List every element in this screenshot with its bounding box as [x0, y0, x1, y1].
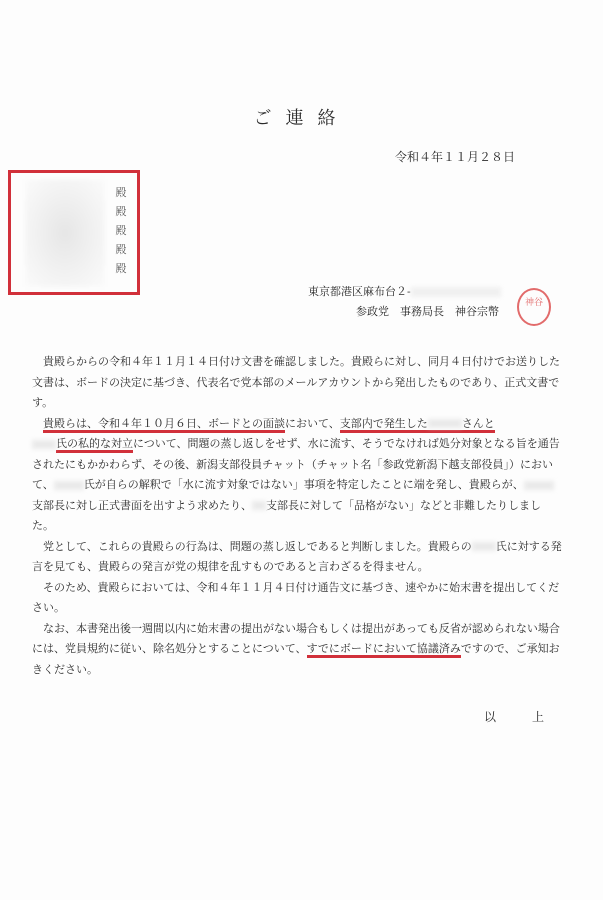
- addressee-honorific: 殿: [115, 224, 127, 237]
- sender-address: 東京都港区麻布台２-: [308, 285, 411, 298]
- redacted-address: [411, 287, 501, 297]
- document-date: 令和４年１１月２８日: [394, 150, 515, 164]
- paragraph-2: 貴殿らは、令和４年１０月６日、ボードとの面談において、支部内で発生した さんと 氏の私的な対立について、問題の蒸し返しをせず、水に流す、そうでなければ処分対象となる旨を通告されたにもかかわらず、その後、新潟支部役員チャット（チャット名「参政党新潟下越支部役員」）において、 氏が自らの解釈で「水に流す対象ではない」事項を特定したことに端を発し、貴殿らが、支部長に対し正式書面を出すよう求めたり、 支部長に対して「品格がない」などと非難したりしました。: [32, 416, 560, 532]
- addressee-honorific: 殿: [115, 205, 127, 218]
- sender-block: [308, 282, 501, 322]
- redacted-name: [472, 542, 496, 551]
- addressee-honorifics: [111, 183, 131, 278]
- paragraph-4: そのため、貴殿らにおいては、令和４年１１月４日付け通告文に基づき、速やかに始末書を提出してください。: [32, 580, 560, 614]
- underlined-phrase: 貴殿らは、令和４年１０月６日、ボードとの面談: [43, 417, 285, 433]
- addressee-honorific: 殿: [115, 262, 127, 275]
- addressee-honorific: 殿: [115, 243, 127, 256]
- paragraph-5: なお、本書発出後一週間以内に始末書の提出がない場合もしくは提出があっても反省が認められない場合には、党員規約に従い、除名処分とすることについて、すでにボードにおいて協議済みですので、ご承知おきください。: [32, 621, 560, 676]
- seal-stamp: 神谷: [517, 288, 551, 326]
- paragraph-3: 党として、これらの貴殿らの行為は、問題の蒸し返しであると判断しました。貴殿らの 氏に対する発言を見ても、貴殿らの発言が党の規律を乱すものであると言わざるを得ません。: [32, 539, 562, 573]
- redacted-name: [252, 501, 266, 510]
- addressee-honorific: 殿: [115, 186, 127, 199]
- redacted-names-area: [25, 179, 105, 287]
- sender-name: 神谷宗幣: [455, 305, 499, 318]
- redacted-name: [32, 440, 56, 449]
- letter-body: [32, 352, 562, 680]
- underlined-phrase: 氏の私的な対立: [56, 437, 133, 453]
- underlined-phrase: すでにボードにおいて協議済み: [307, 642, 461, 658]
- redacted-name: [524, 481, 554, 490]
- paragraph-1: 貴殿らからの令和４年１１月１４日付け文書を確認しました。貴殿らに対し、同月４日付けでお送りした文書は、ボードの決定に基づき、代表名で党本部のメールアカウントから発出したものであり、正式文書です。: [32, 355, 560, 409]
- document-title: ご連絡: [253, 108, 350, 129]
- underlined-phrase: 支部内で発生した さんと: [340, 417, 495, 433]
- redacted-name: [54, 481, 84, 490]
- sender-role: 参政党 事務局長: [356, 305, 444, 318]
- closing-mark: 以 上: [484, 710, 557, 724]
- redacted-addressee-box: [8, 170, 140, 295]
- redacted-name: [428, 419, 462, 428]
